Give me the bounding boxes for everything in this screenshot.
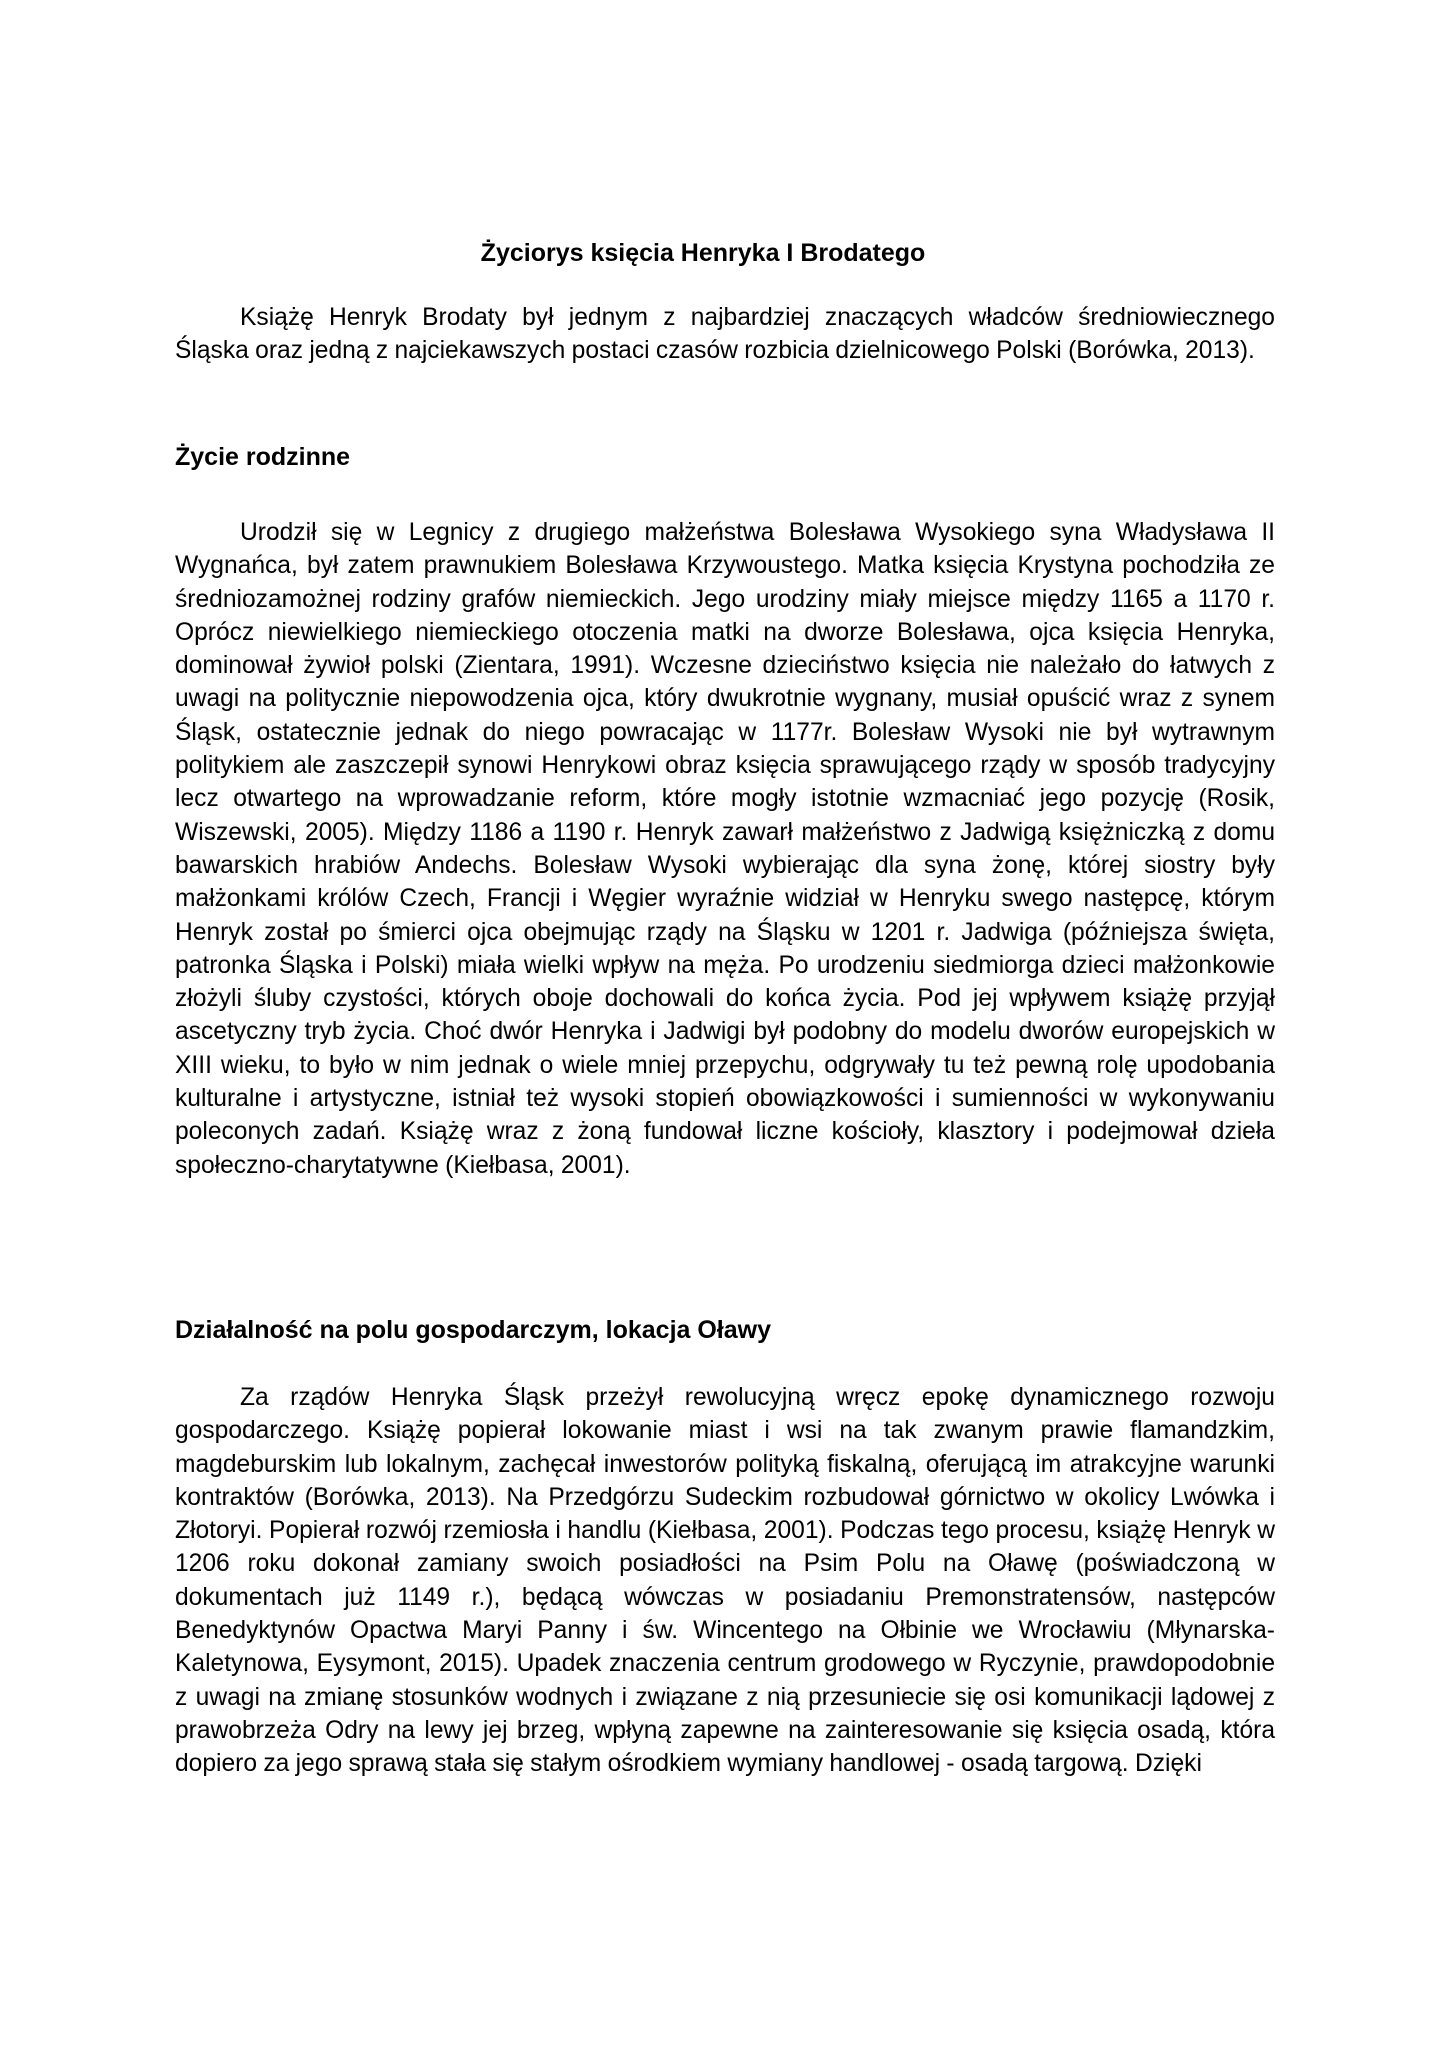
section-heading-economic-activity: Działalność na polu gospodarczym, lokacja Oławy: [175, 1316, 772, 1344]
document-title: Życiorys księcia Henryka I Brodatego: [480, 239, 926, 267]
economic-activity-paragraph: Za rządów Henryka Śląsk przeżył rewolucyjną wręcz epokę dynamicznego rozwoju gospodarczego. Książę popierał lokowanie miast i wsi na tak zwanym prawie flamandzkim, magdeburskim lub lokalnym, zachęcał inwestorów polityką fiskalną, oferującą im atrakcyjne warunki kontraktów (Borówka, 2013). Na Przedgórzu Sudeckim rozbudował górnictwo w okolicy Lwówka i Złotoryi. Popierał rozwój rzemiosła i handlu (Kiełbasa, 2001). Podczas tego procesu, książę Henryk w 1206 roku dokonał zamiany swoich posiadłości na Psim Polu na Oławę (poświadczoną w dokumentach już 1149 r.), będącą wówczas w posiadaniu Premonstratensów, następców Benedyktynów Opactwa Maryi Panny i św. Wincentego na Ołbinie we Wrocławiu (Młynarska-Kaletynowa, Eysymont, 2015). Upadek znaczenia centrum grodowego w Ryczynie, prawdopodobnie z uwagi na zmianę stosunków wodnych i związane z nią przesuniecie się osi komunikacji lądowej z prawobrzeża Odry na lewy jej brzeg, wpłyną zapewne na zainteresowanie się księcia osadą, która dopiero za jego sprawą stała się stałym ośrodkiem wymiany handlowej - osadą targową. Dzięki: [175, 1384, 1275, 1778]
section-heading-family-life: Życie rodzinne: [175, 443, 351, 471]
family-life-paragraph: Urodził się w Legnicy z drugiego małżeństwa Bolesława Wysokiego syna Władysława II Wygnańca, był zatem prawnukiem Bolesława Krzywoustego. Matka księcia Krystyna pochodziła ze średniozamożnej rodziny grafów niemieckich. Jego urodziny miały miejsce między 1165 a 1170 r. Oprócz niewielkiego niemieckiego otoczenia matki na dworze Bolesława, ojca księcia Henryka, dominował żywioł polski (Zientara, 1991). Wczesne dzieciństwo księcia nie należało do łatwych z uwagi na politycznie niepowodzenia ojca, który dwukrotnie wygnany, musiał opuścić wraz z synem Śląsk, ostatecznie jednak do niego powracając w 1177r. Bolesław Wysoki nie był wytrawnym politykiem ale zaszczepił synowi Henrykowi obraz księcia sprawującego rządy w sposób tradycyjny lecz otwartego na wprowadzanie reform, które mogły istotnie wzmacniać jego pozycję (Rosik, Wiszewski, 2005). Między 1186 a 1190 r. Henryk zawarł małżeństwo z Jadwigą księżniczką z domu bawarskich hrabiów Andechs. Bolesław Wysoki wybierając dla syna żonę, której siostry były małżonkami królów Czech, Francji i Węgier wyraźnie widział w Henryku swego następcę, którym Henryk został po śmierci ojca obejmując rządy na Śląsku w 1201 r. Jadwiga (późniejsza święta, patronka Śląska i Polski) miała wielki wpływ na męża. Po urodzeniu siedmiorga dzieci małżonkowie złożyli śluby czystości, których oboje dochowali do końca życia. Pod jej wpływem książę przyjął ascetyczny tryb życia. Choć dwór Henryka i Jadwigi był podobny do modelu dworów europejskich w XIII wieku, to było w nim jednak o wiele mniej przepychu, odgrywały tu też pewną rolę upodobania kulturalne i artystyczne, istniał też wysoki stopień obowiązkowości i sumienności w wykonywaniu poleconych zadań. Książę wraz z żoną fundował liczne kościoły, klasztory i podejmował dzieła społeczno-charytatywne (Kiełbasa, 2001).: [175, 519, 1275, 1179]
intro-paragraph: Książę Henryk Brodaty był jednym z najbardziej znaczących władców średniowiecznego Śląska oraz jedną z najciekawszych postaci czasów rozbicia dzielnicowego Polski (Borówka, 2013).: [175, 304, 1275, 365]
